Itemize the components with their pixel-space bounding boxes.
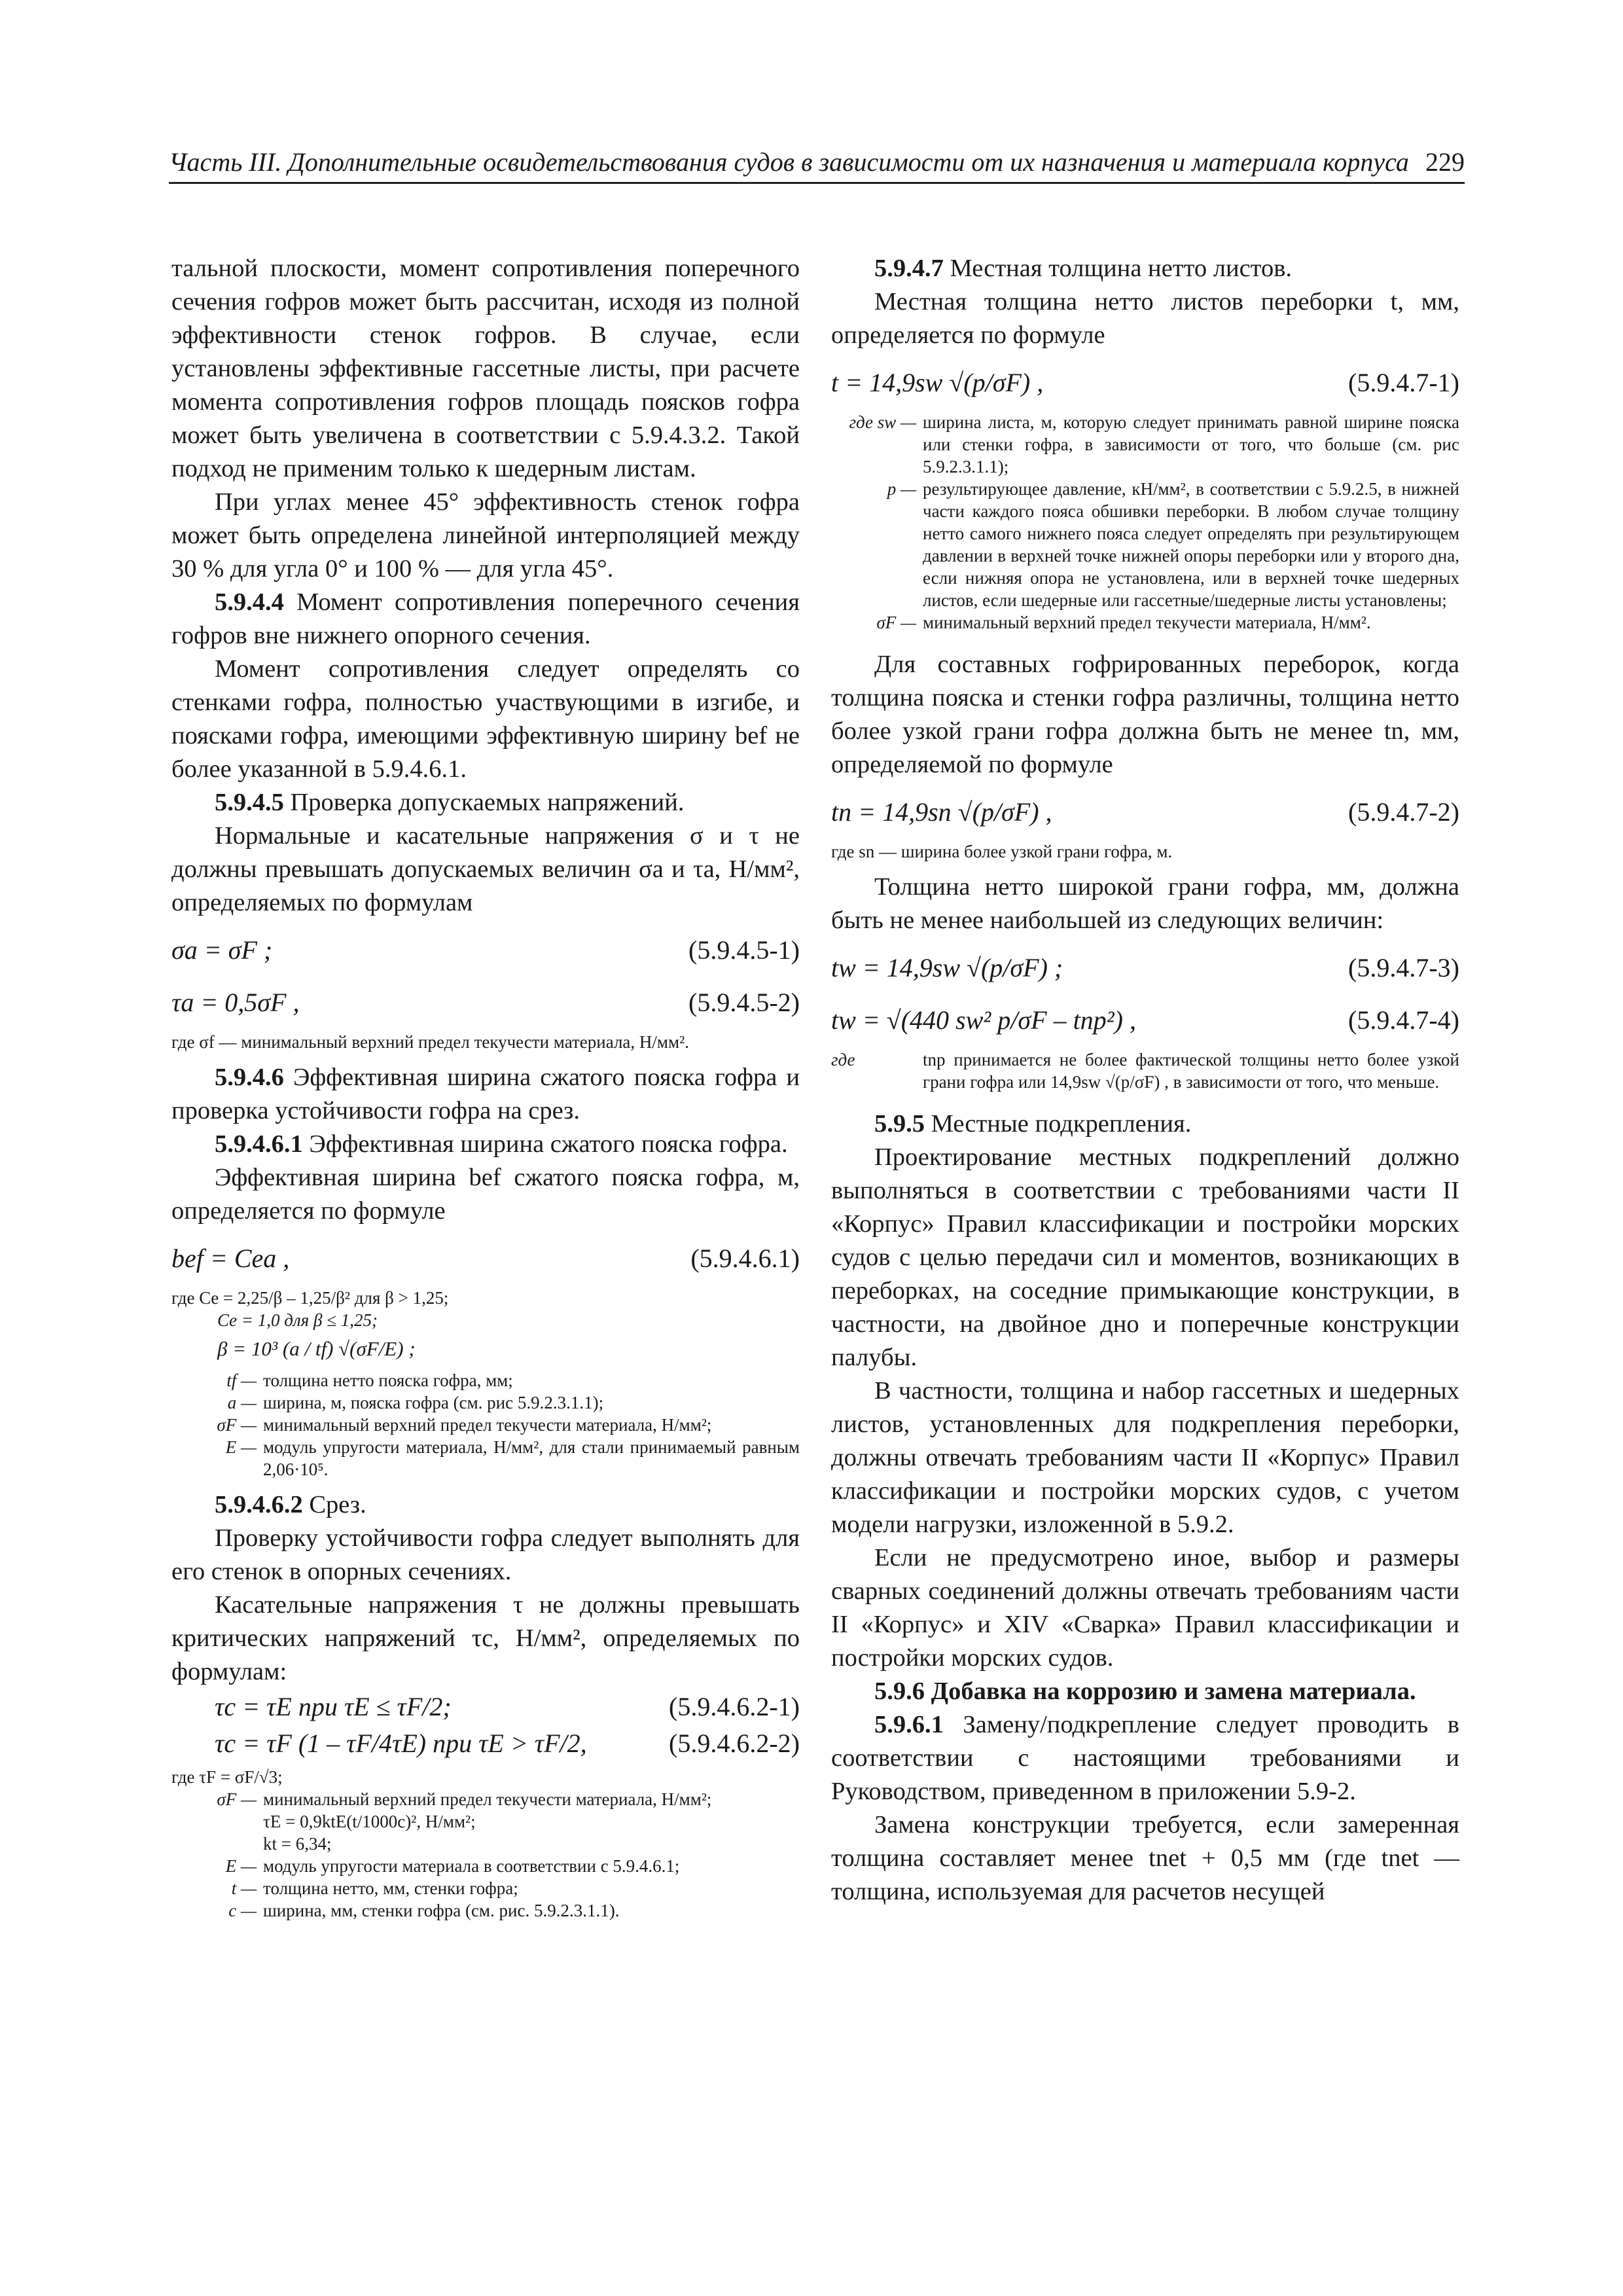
legend-row xyxy=(171,1391,800,1414)
equation-number: (5.9.4.6.1) xyxy=(690,1244,800,1273)
section-number: 5.9.6.1 xyxy=(874,1711,944,1738)
legend-text: минимальный верхний предел текучести материала, Н/мм²; xyxy=(263,1789,712,1809)
equation-formula: σa = σF ; xyxy=(171,935,273,965)
legend-line: где σf — минимальный верхний предел текучести материала, Н/мм². xyxy=(171,1032,689,1052)
page-number: 229 xyxy=(1425,147,1465,177)
legend-formula: β = 10³ (a / tf) √(σF/E) ; xyxy=(217,1337,416,1360)
section-number: 5.9.4.4 xyxy=(215,588,284,616)
paragraph: Если не предусмотрено иное, выбор и размеры сварных соединений должны отвечать требованиям части II «Корпус» и XIV «Сварка» Правил классификации и постройки морских судов. xyxy=(831,1544,1459,1672)
section-heading xyxy=(171,1128,800,1161)
legend-row xyxy=(831,411,1459,478)
paragraph: Толщина нетто широкой грани гофра, мм, должна быть не менее наибольшей из следующих величин: xyxy=(831,873,1459,934)
equation-formula: t = 14,9sw √(p/σF) , xyxy=(831,368,1044,397)
equation-formula: τc = τE при τE ≤ τF/2; xyxy=(215,1692,452,1721)
section-title: Момент сопротивления поперечного сечения гофров вне нижнего опорного сечения. xyxy=(171,588,800,649)
equation-formula: τa = 0,5σF , xyxy=(171,988,300,1017)
equation-number: (5.9.4.5-2) xyxy=(688,988,800,1017)
section-heading xyxy=(171,1488,800,1522)
section-heading xyxy=(831,252,1459,285)
paragraph: Момент сопротивления следует определять со стенками гофра, полностью участвующими в изгибе, и поясками гофра, имеющими эффективную ширину bef не более указанной в 5.9.4.6.1. xyxy=(171,655,800,783)
equation xyxy=(831,791,1459,834)
paragraph: Местная толщина нетто листов переборки t, мм, определяется по формуле xyxy=(831,288,1459,349)
legend-line: Ce = 1,0 для β ≤ 1,25; xyxy=(217,1310,378,1330)
legend-key: где xyxy=(831,1050,855,1069)
legend-key xyxy=(171,1833,263,1855)
legend-text: ширина, мм, стенки гофра (см. рис. 5.9.2.3.1.1). xyxy=(263,1901,620,1920)
paragraph: Проектирование местных подкреплений должно выполняться в соответствии с требованиями части II «Корпус» Правил классификации и постройки морских судов с целью передачи сил и моментов, возникающих в переборках, на соседние примыкающие конструкции, в частности, на двойное дно и поперечные конструкции палубы. xyxy=(831,1143,1459,1371)
section-number: 5.9.4.6.1 xyxy=(215,1130,303,1158)
legend-row xyxy=(171,1833,800,1855)
section-heading xyxy=(171,786,800,819)
equation-number: (5.9.4.7-1) xyxy=(1348,368,1459,397)
legend-key: c — xyxy=(228,1901,257,1920)
legend-text: толщина нетто, мм, стенки гофра; xyxy=(263,1878,518,1898)
legend-text: kt = 6,34; xyxy=(263,1834,332,1854)
legend-key: σF — xyxy=(217,1415,257,1435)
legend-row xyxy=(171,1810,800,1833)
legend-row xyxy=(831,1049,1459,1093)
legend xyxy=(171,1766,800,1922)
legend-text: модуль упругости материала, Н/мм², для стали принимаемый равным 2,06·10⁵. xyxy=(263,1437,800,1479)
section-number: 5.9.4.6.2 xyxy=(215,1491,303,1518)
legend-row xyxy=(171,1899,800,1922)
legend-key: где sw — xyxy=(849,412,916,432)
legend-key: t — xyxy=(231,1878,257,1898)
section-title: Замену/подкрепление следует проводить в соответствии с настоящими требованиями и Руководством, приведенном в приложении 5.9-2. xyxy=(831,1711,1459,1805)
legend-row xyxy=(171,1414,800,1436)
legend-row xyxy=(831,478,1459,611)
left-column xyxy=(171,252,800,1929)
legend-line: где τF = σF/√3; xyxy=(171,1767,283,1787)
legend-row xyxy=(171,1788,800,1810)
right-column xyxy=(831,252,1459,1909)
section-title: Местная толщина нетто листов. xyxy=(943,255,1293,282)
equation-formula: tn = 14,9sn √(p/σF) , xyxy=(831,797,1052,827)
equation xyxy=(215,1689,800,1725)
paragraph: Замена конструкции требуется, если замеренная толщина составляет менее tnet + 0,5 мм (где tnet — толщина, используемая для расчетов несущей xyxy=(831,1811,1459,1905)
equation-number: (5.9.4.7-2) xyxy=(1348,797,1459,827)
legend xyxy=(171,1031,800,1053)
legend-row xyxy=(171,1877,800,1899)
header-title: Часть III. Дополнительные освидетельствования судов в зависимости от их назначения и материала корпуса xyxy=(169,147,1409,177)
legend-text: τE = 0,9ktE(t/1000c)², Н/мм²; xyxy=(263,1812,476,1831)
equation-formula: tw = √(440 sw² p/σF – tnp²) , xyxy=(831,1005,1136,1035)
equation-number: (5.9.4.5-1) xyxy=(688,935,800,965)
section-title: Эффективная ширина сжатого пояска гофра. xyxy=(302,1130,788,1158)
legend-text: ширина, м, пояска гофра (см. рис 5.9.2.3.1.1); xyxy=(263,1393,604,1412)
legend-row xyxy=(171,1369,800,1391)
equation-formula: bef = Cea , xyxy=(171,1244,290,1273)
equation-number: (5.9.4.7-3) xyxy=(1348,953,1459,982)
legend-text: толщина нетто пояска гофра, мм; xyxy=(263,1371,513,1390)
section-number: 5.9.4.6 xyxy=(215,1064,284,1091)
legend-key: p — xyxy=(887,479,916,499)
section-title: Добавка на коррозию и замена материала. xyxy=(925,1677,1416,1705)
paragraph: Проверку устойчивости гофра следует выполнять для его стенок в опорных сечениях. xyxy=(171,1524,800,1585)
section-title: Местные подкрепления. xyxy=(925,1110,1192,1138)
legend-row xyxy=(831,611,1459,634)
section-heading xyxy=(831,1107,1459,1141)
paragraph: Эффективная ширина bef сжатого пояска гофра, м, определяется по формуле xyxy=(171,1164,800,1225)
legend-row xyxy=(171,1436,800,1480)
legend-text: tnp принимается не более фактической толщины нетто более узкой грани гофра или 14,9sw √(p/σF) , в зависимости от того, что меньше. xyxy=(923,1050,1459,1092)
section-heading xyxy=(171,586,800,653)
legend-key: E — xyxy=(225,1856,257,1876)
section-heading xyxy=(831,1675,1459,1708)
equation xyxy=(831,946,1459,990)
paragraph: тальной плоскости, момент сопротивления поперечного сечения гофров может быть рассчитан, исходя из полной эффективности стенок гофров. В случае, если установлены эффективные гассетные листы, при расчете момента сопротивления гофров площадь поясков гофра может быть увеличена в соответствии с 5.9.4.3.2. Такой подход не применим только к шедерным листам. xyxy=(171,255,800,482)
equation xyxy=(171,981,800,1024)
equation xyxy=(215,1725,800,1762)
legend-key xyxy=(171,1810,263,1833)
paragraph: В частности, толщина и набор гассетных и шедерных листов, установленных для подкрепления переборки, должны отвечать требованиям части II «Корпус» Правил классификации и постройки морских судов, с учетом модели нагрузки, изложенной в 5.9.2. xyxy=(831,1377,1459,1538)
legend-text: минимальный верхний предел текучести материала, Н/мм². xyxy=(923,613,1371,632)
paragraph: Касательные напряжения τ не должны превышать критических напряжений τc, Н/мм², определяемых по формулам: xyxy=(171,1591,800,1685)
legend-rows xyxy=(171,1788,800,1922)
legend-line: где sn — ширина более узкой грани гофра, м. xyxy=(831,842,1173,861)
legend-text: минимальный верхний предел текучести материала, Н/мм²; xyxy=(263,1415,712,1435)
paragraph: Для составных гофрированных переборок, когда толщина пояска и стенки гофра различны, толщина нетто более узкой грани гофра должна быть не менее tn, мм, определяемой по формуле xyxy=(831,651,1459,778)
equation-number: (5.9.4.6.2-1) xyxy=(669,1692,800,1721)
section-title: Проверка допускаемых напряжений. xyxy=(283,789,685,816)
equation xyxy=(171,929,800,972)
equation-number: (5.9.4.7-4) xyxy=(1348,1005,1459,1035)
legend-key: σF — xyxy=(217,1789,257,1809)
section-number: 5.9.4.5 xyxy=(215,789,284,816)
legend xyxy=(831,840,1459,863)
section-title: Эффективная ширина сжатого пояска гофра и проверка устойчивости гофра на срез. xyxy=(171,1064,800,1124)
equation xyxy=(831,361,1459,404)
section-number: 5.9.4.7 xyxy=(874,255,944,282)
legend-line: где Ce = 2,25/β – 1,25/β² для β > 1,25; xyxy=(171,1288,449,1308)
section-number: 5.9.6 xyxy=(874,1677,925,1705)
running-header xyxy=(169,143,1465,184)
legend-row xyxy=(171,1855,800,1877)
legend-text: результирующее давление, кН/мм², в соответствии с 5.9.2.5, в нижней части каждого пояса обшивки переборки. В любом случае толщину нетто самого нижнего пояса следует определять при результирующем давлении в верхней точке нижней опоры переборки или у второго дна, если нижняя опора не установлена, или в верхней точке шедерных листов, если шедерные или гассетные/шедерные листы установлены; xyxy=(923,479,1459,610)
section-title: Срез. xyxy=(302,1491,366,1518)
legend-text: ширина листа, м, которую следует принимать равной ширине пояска или стенки гофра, в зависимости от того, что больше (см. рис 5.9.2.3.1.1); xyxy=(923,412,1459,476)
section-number: 5.9.5 xyxy=(874,1110,925,1138)
equation xyxy=(171,1237,800,1280)
paragraph: Нормальные и касательные напряжения σ и τ не должны превышать допускаемых величин σa и τa, Н/мм², определяемых по формулам xyxy=(171,822,800,916)
section-heading xyxy=(831,1708,1459,1808)
legend-key: σF — xyxy=(876,613,916,632)
legend-key: E — xyxy=(225,1437,257,1457)
legend xyxy=(831,411,1459,634)
legend-text: модуль упругости материала в соответствии с 5.9.4.6.1; xyxy=(263,1856,680,1876)
section-heading xyxy=(171,1061,800,1128)
equation-formula: tw = 14,9sw √(p/σF) ; xyxy=(831,953,1063,982)
legend-key: a — xyxy=(227,1393,257,1412)
legend xyxy=(171,1287,800,1480)
legend-key: tf — xyxy=(226,1371,257,1390)
equation-formula: τc = τF (1 – τF/4τE) при τE > τF/2, xyxy=(215,1729,587,1758)
equation-number: (5.9.4.6.2-2) xyxy=(669,1729,800,1758)
legend-rows xyxy=(171,1369,800,1480)
legend xyxy=(831,1049,1459,1093)
equation xyxy=(831,999,1459,1042)
paragraph: При углах менее 45° эффективность стенок гофра может быть определена линейной интерполяцией между 30 % для угла 0° и 100 % — для угла 45°. xyxy=(171,488,800,583)
